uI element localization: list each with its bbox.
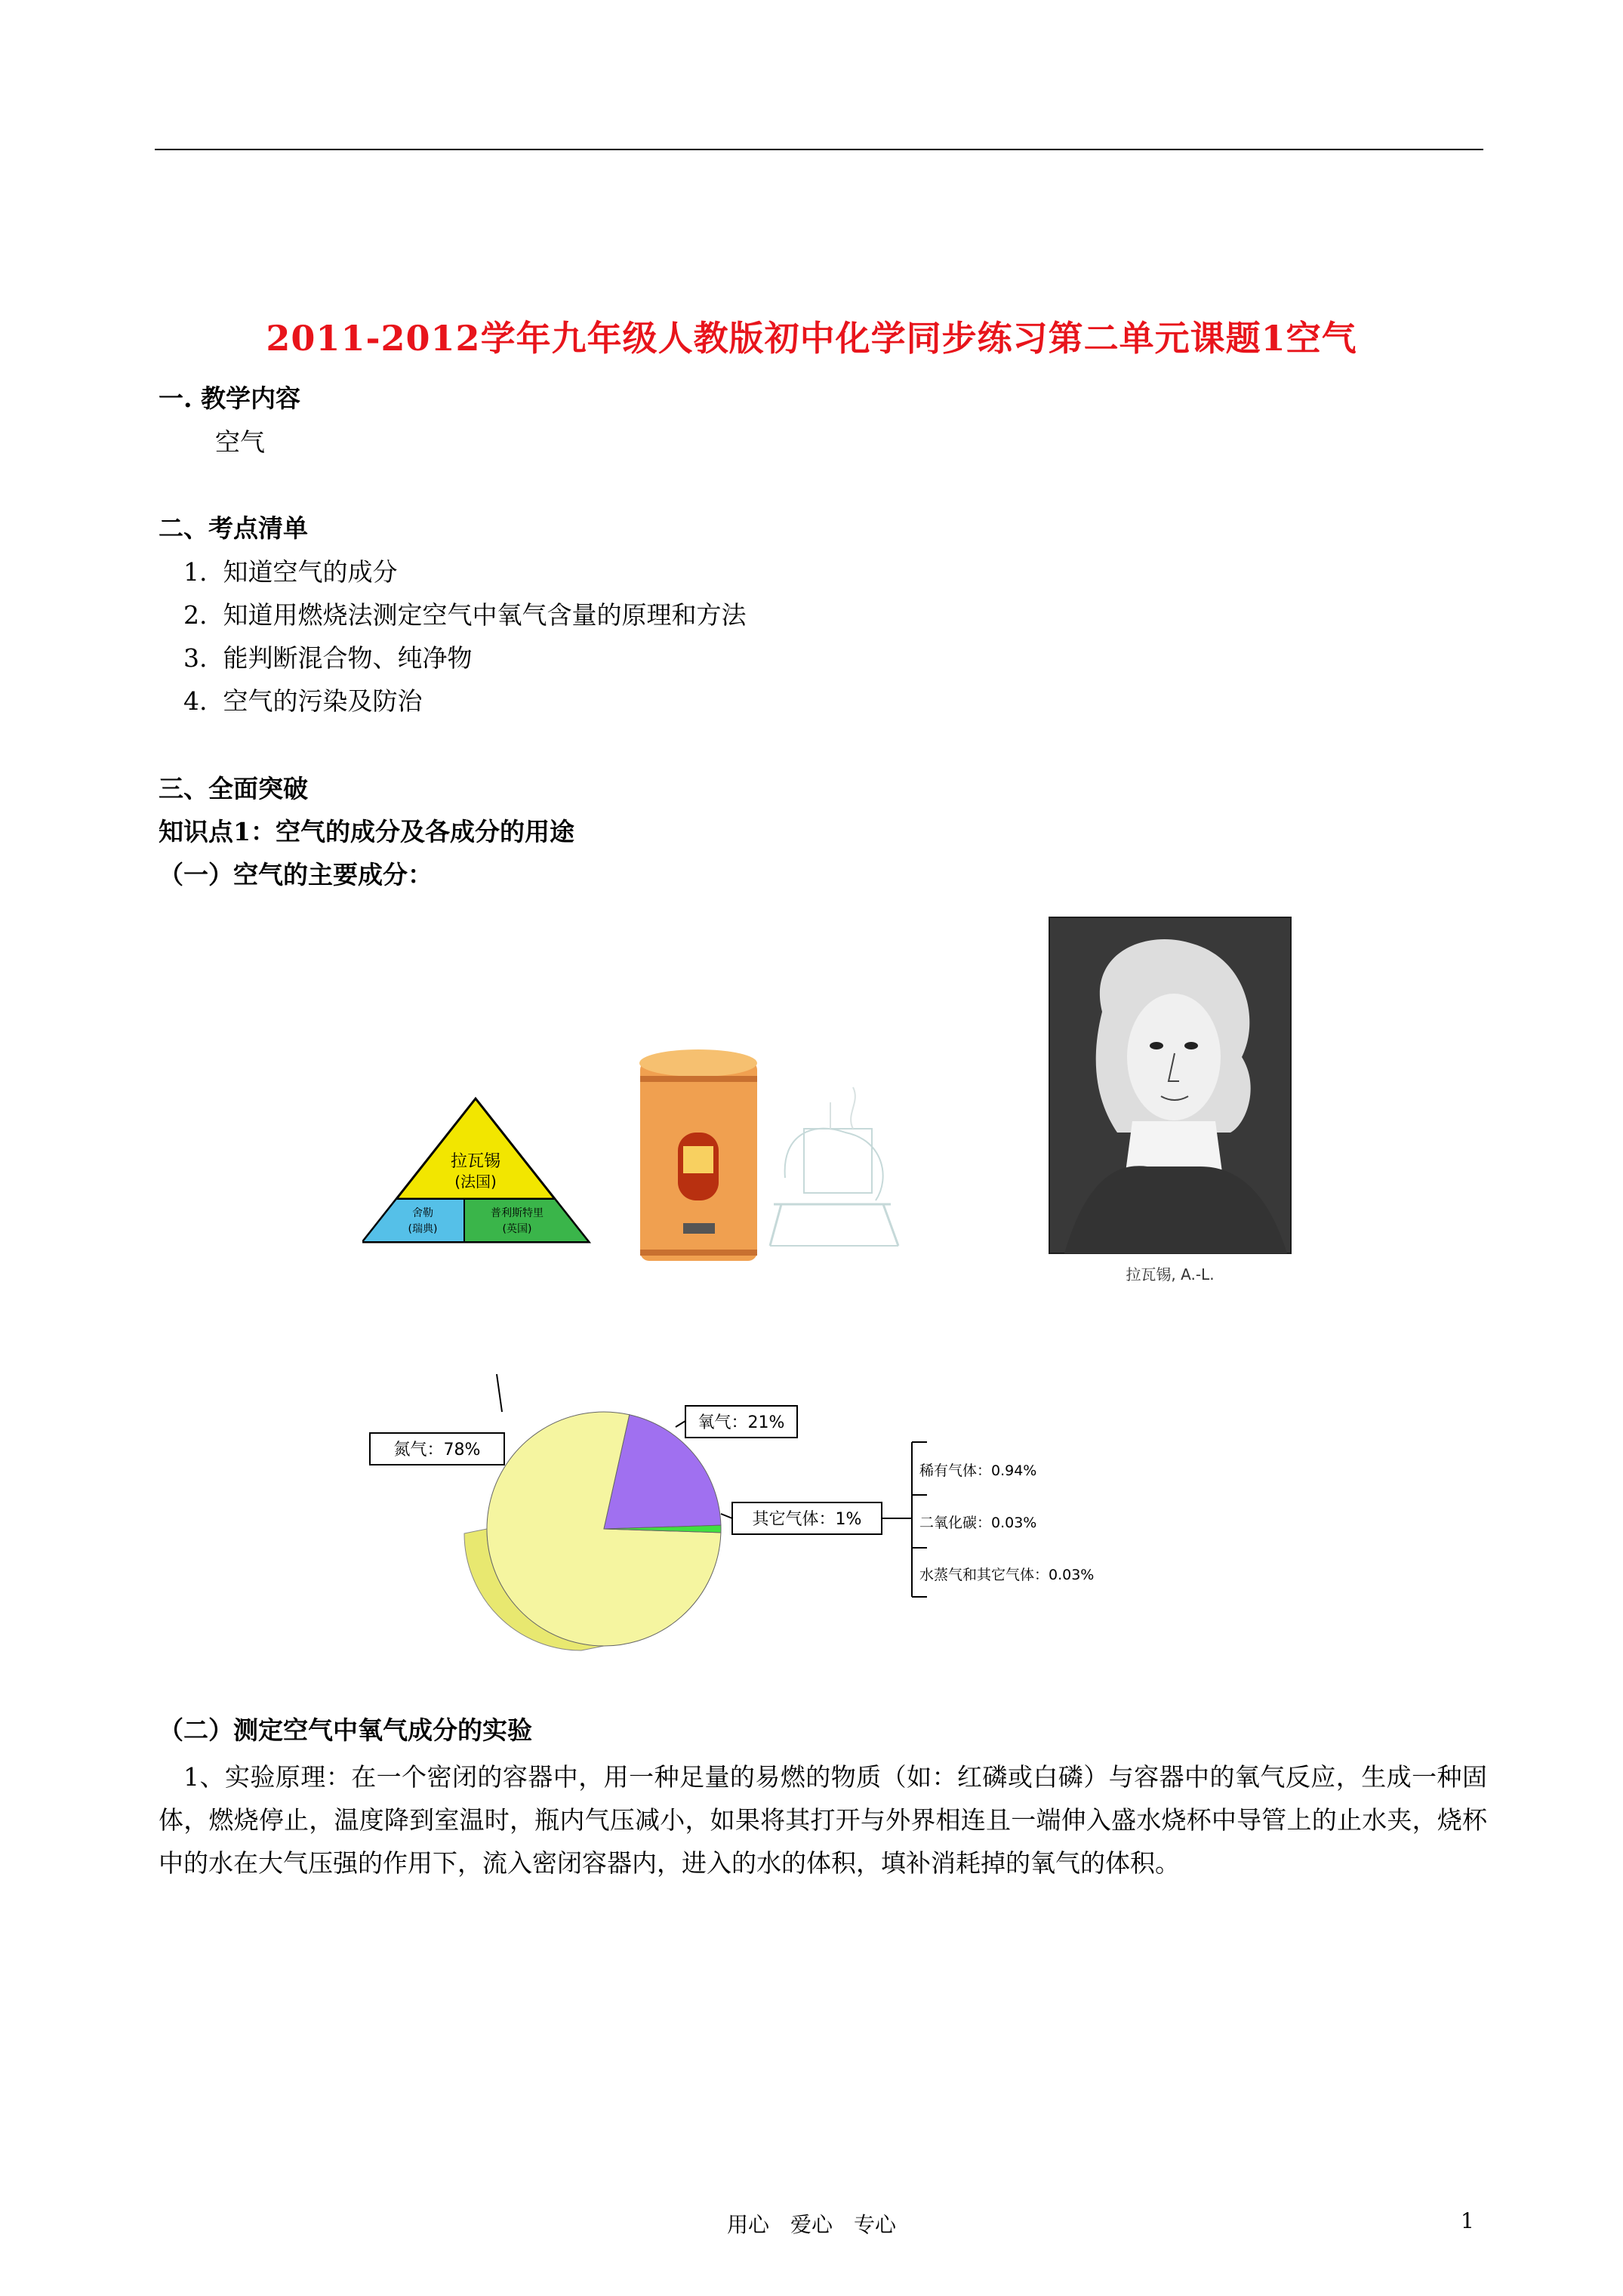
- furnace-illustration: [639, 1049, 757, 1261]
- subsection-2-heading: （二）测定空气中氧气成分的实验: [159, 1715, 532, 1745]
- portrait-caption: 拉瓦锡, A.-L.: [1126, 1265, 1215, 1284]
- air-composition-chart: [362, 1374, 1223, 1661]
- triangle-top-label: 拉瓦锡: [450, 1152, 501, 1171]
- label-oxygen: 氧气：21%: [698, 1413, 785, 1432]
- list-item: [183, 686, 422, 717]
- subsection-1-heading: （一）空气的主要成分：: [159, 860, 433, 889]
- leader-line-nitrogen: [497, 1374, 502, 1412]
- header-rule: [155, 149, 1483, 150]
- experiment-principle-paragraph: [159, 1755, 1487, 1885]
- knowledge-point-1: 知识点1：空气的成分及各成分的用途: [159, 817, 574, 846]
- list-item: [183, 600, 746, 630]
- apparatus-illustration: [770, 1087, 898, 1246]
- triangle-right-sub: (英国): [502, 1223, 532, 1235]
- breakdown-co2: 二氧化碳：0.03%: [919, 1515, 1037, 1531]
- section1-heading: 一. 教学内容: [159, 384, 300, 413]
- scientists-triangle: [362, 1099, 589, 1242]
- section3-heading: 三、全面突破: [159, 774, 308, 803]
- page-number: 1: [1461, 2208, 1474, 2233]
- list-item-num: 2.: [183, 600, 208, 630]
- list-item-num: 1.: [183, 557, 208, 587]
- section1-content: 空气: [215, 427, 265, 457]
- footer-motto: 用心 爱心 专心: [726, 2212, 896, 2237]
- list-item: [183, 643, 472, 673]
- list-item: [183, 557, 397, 587]
- triangle-top-sub: (法国): [454, 1173, 497, 1191]
- list-item-text: 知道空气的成分: [223, 557, 398, 587]
- breakdown-water-vapor: 水蒸气和其它气体：0.03%: [919, 1567, 1095, 1583]
- paragraph-text: 1、实验原理：在一个密闭的容器中，用一种足量的易燃的物质（如：红磷或白磷）与容器中的氧气反应，生成一种固体，燃烧停止，温度降到室温时，瓶内气压减小，如果将其打开与外界相连且一端伸入盛水烧杯中导管上的止水夹，烧杯中的水在大气压强的作用下，流入密闭容器内，进入的水的体积，填补消耗掉的氧气的体积。: [159, 1762, 1487, 1878]
- list-item-text: 能判断混合物、纯净物: [223, 643, 473, 673]
- label-nitrogen: 氮气：78%: [393, 1441, 481, 1459]
- leader-line-other: [721, 1514, 732, 1518]
- section2-heading: 二、考点清单: [159, 513, 308, 543]
- leader-line-oxygen: [676, 1421, 685, 1427]
- history-figure: [362, 906, 1313, 1299]
- document-title: 2011-2012学年九年级人教版初中化学同步练习第二单元课题1空气: [266, 318, 1357, 359]
- label-other: 其它气体：1%: [752, 1510, 862, 1529]
- list-item-num: 4.: [183, 686, 208, 716]
- list-item-num: 3.: [183, 643, 208, 673]
- list-item-text: 空气的污染及防治: [223, 686, 423, 716]
- triangle-left-label: 舍勒: [412, 1207, 433, 1219]
- lavoisier-portrait: [1049, 917, 1291, 1284]
- triangle-right-label: 普利斯特里: [491, 1207, 544, 1219]
- list-item-text: 知道用燃烧法测定空气中氧气含量的原理和方法: [223, 600, 747, 630]
- breakdown-rare-gases: 稀有气体：0.94%: [919, 1462, 1037, 1479]
- triangle-left-sub: (瑞典): [408, 1223, 438, 1235]
